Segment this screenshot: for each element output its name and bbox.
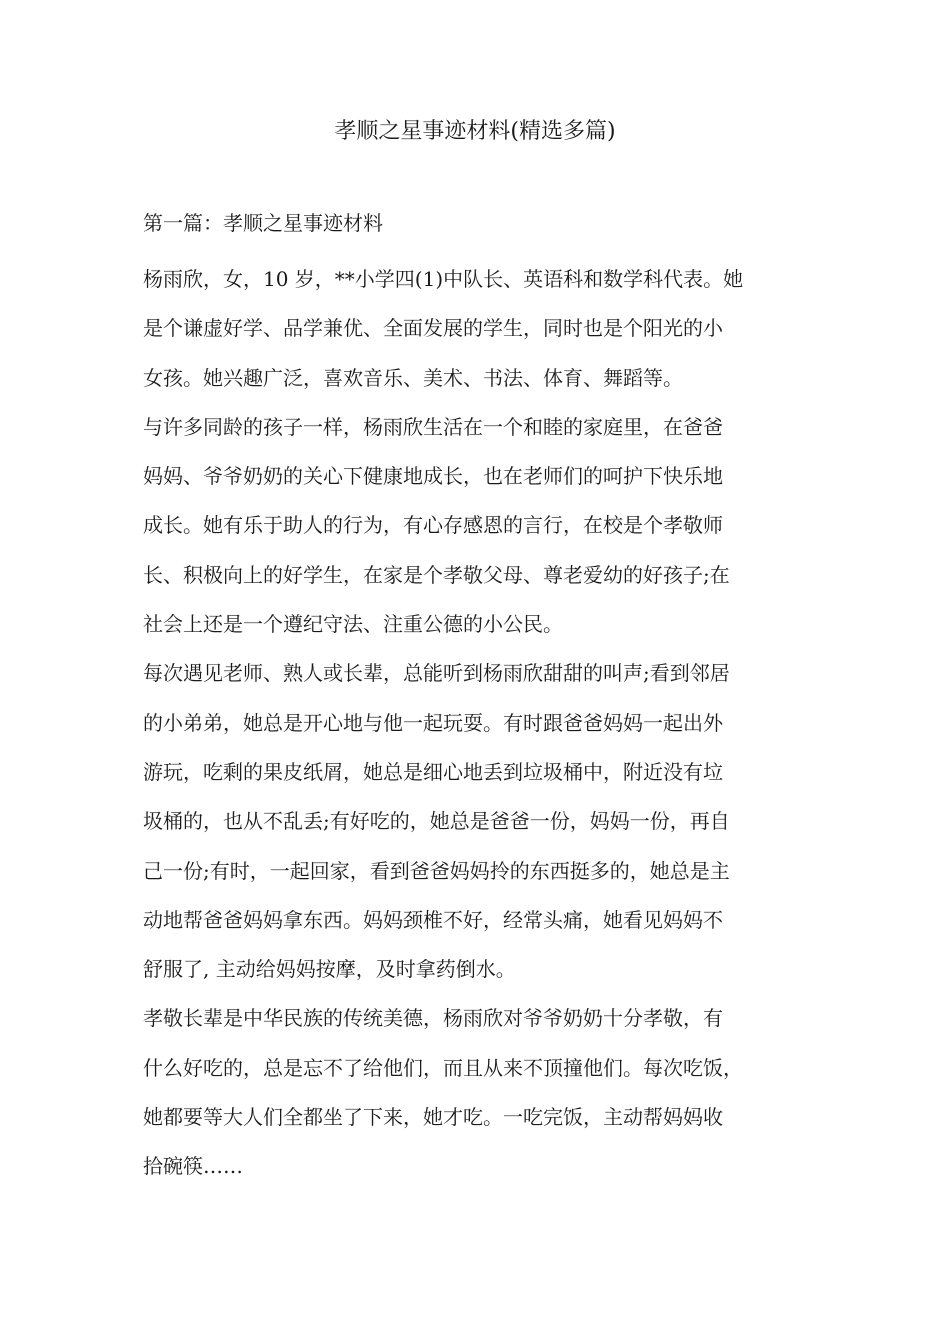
- paragraph-4: [143, 994, 827, 1191]
- paragraph-1: [143, 255, 827, 403]
- section-heading: 第一篇：孝顺之星事迹材料: [143, 211, 383, 235]
- paragraph-line: 己一份;有时，一起回家，看到爸爸妈妈拎的东西挺多的，她总是主: [143, 858, 730, 883]
- paragraph-2: [143, 403, 827, 649]
- paragraph-line: 妈妈、爷爷奶奶的关心下健康地成长，也在老师们的呵护下快乐地: [143, 464, 723, 489]
- paragraph-line: 舒服了, 主动给妈妈按摩，及时拿药倒水。: [143, 957, 516, 982]
- paragraph-3: [143, 649, 827, 994]
- paragraph-line: 每次遇见老师、熟人或长辈，总能听到杨雨欣甜甜的叫声;看到邻居: [143, 661, 730, 686]
- paragraph-line: 什么好吃的，总是忘不了给他们，而且从来不顶撞他们。每次吃饭，: [143, 1055, 743, 1080]
- paragraph-line: 与许多同龄的孩子一样，杨雨欣生活在一个和睦的家庭里，在爸爸: [143, 414, 723, 439]
- paragraph-line: 孝敬长辈是中华民族的传统美德，杨雨欣对爷爷奶奶十分孝敬，有: [143, 1006, 723, 1031]
- paragraph-line: 长、积极向上的好学生，在家是个孝敬父母、尊老爱幼的好孩子;在: [143, 562, 730, 587]
- paragraph-line: 圾桶的，也从不乱丢;有好吃的，她总是爸爸一份，妈妈一份，再自: [143, 809, 730, 834]
- paragraph-line: 的小弟弟，她总是开心地与他一起玩耍。有时跟爸爸妈妈一起出外: [143, 710, 723, 735]
- document-title: 孝顺之星事迹材料(精选多篇): [334, 119, 616, 144]
- paragraph-line: 成长。她有乐于助人的行为，有心存感恩的言行，在校是个孝敬师: [143, 513, 723, 538]
- document-body: [143, 255, 827, 1192]
- paragraph-line: 动地帮爸爸妈妈拿东西。妈妈颈椎不好，经常头痛，她看见妈妈不: [143, 907, 723, 932]
- paragraph-line: 社会上还是一个遵纪守法、注重公德的小公民。: [143, 612, 563, 637]
- paragraph-line: 杨雨欣，女，10 岁，**小学四(1)中队长、英语科和数学科代表。她: [143, 267, 744, 291]
- paragraph-line: 拾碗筷……: [143, 1154, 243, 1179]
- paragraph-line: 她都要等大人们全都坐了下来，她才吃。一吃完饭，主动帮妈妈收: [143, 1105, 723, 1130]
- paragraph-line: 女孩。她兴趣广泛，喜欢音乐、美术、书法、体育、舞蹈等。: [143, 365, 683, 390]
- paragraph-line: 游玩，吃剩的果皮纸屑，她总是细心地丢到垃圾桶中，附近没有垃: [143, 759, 723, 784]
- paragraph-line: 是个谦虚好学、品学兼优、全面发展的学生，同时也是个阳光的小: [143, 316, 723, 341]
